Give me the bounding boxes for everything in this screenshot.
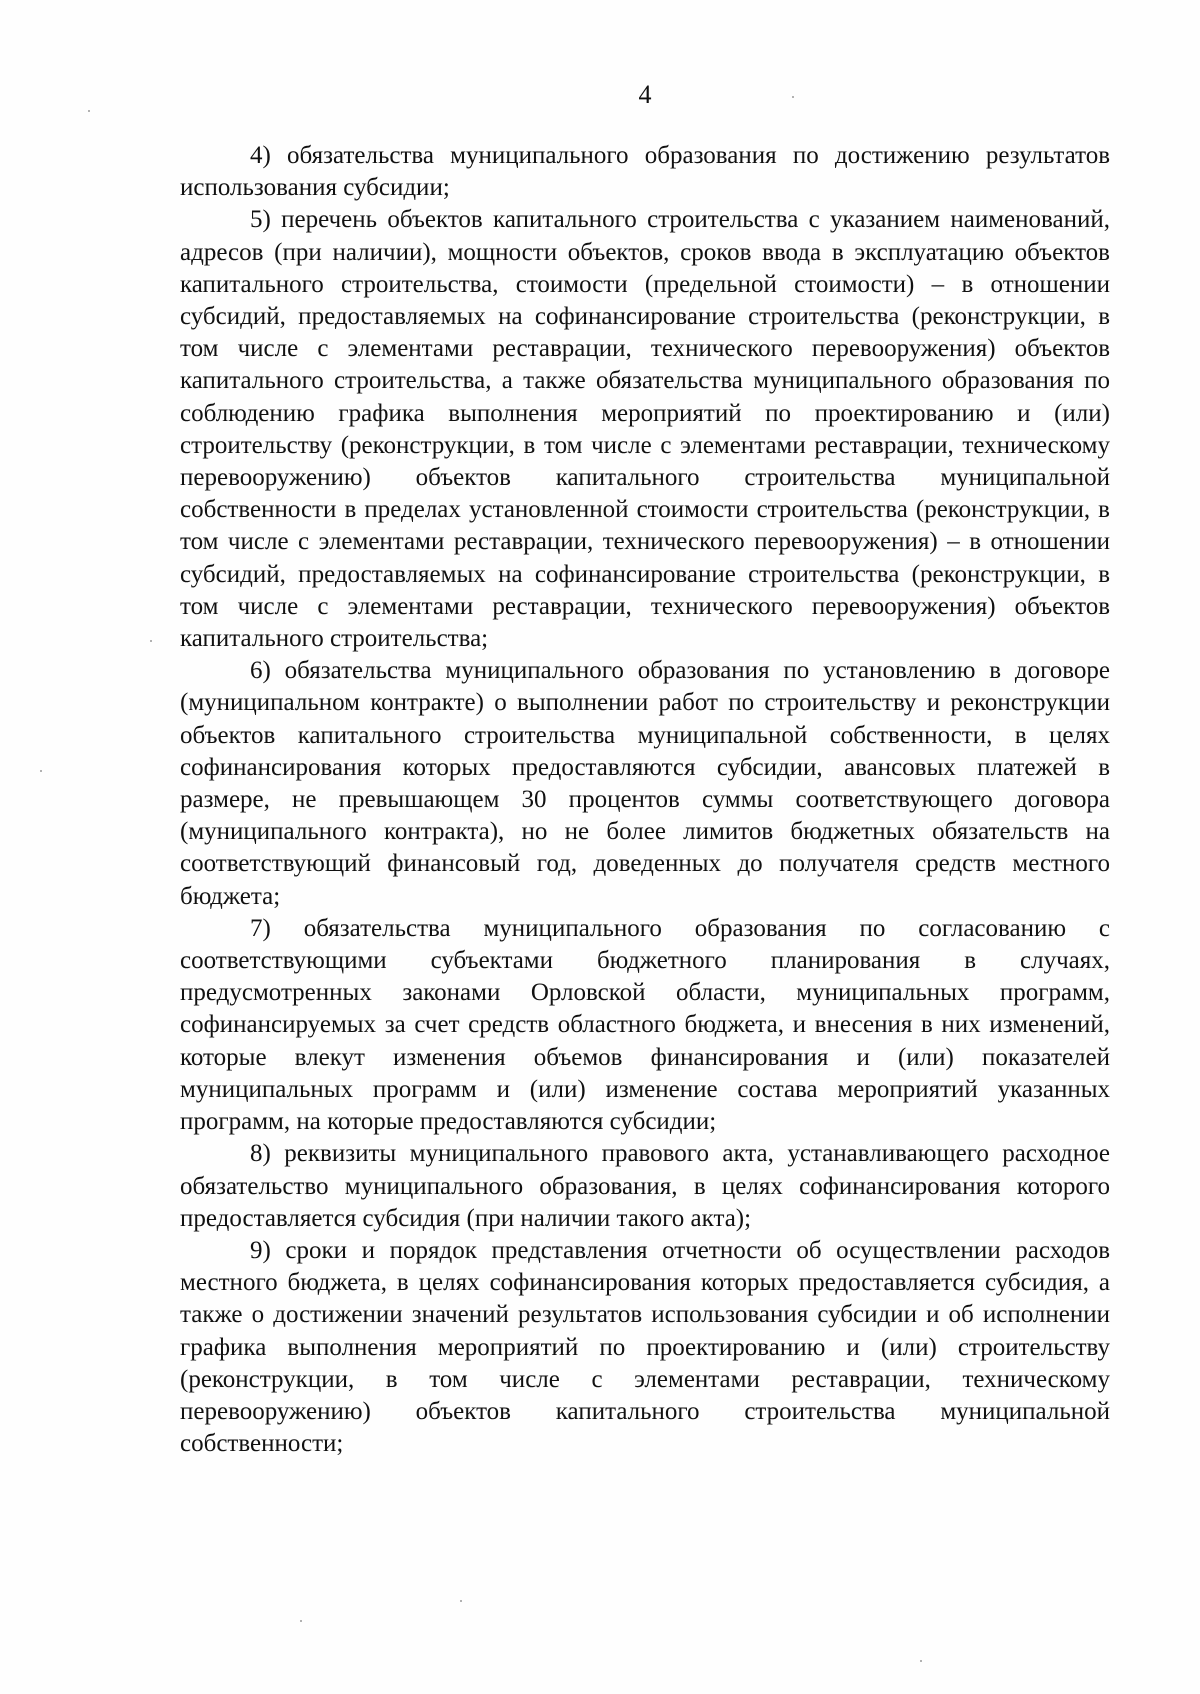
paragraph-item-7: 7) обязательства муниципального образования по согласованию с соответствующими субъектами бюджетного планирования в случаях, предусмотренных законами Орловской области, муниципальных программ, софинансируемых за счет средств областного бюджета, и внесения в них изменений, которые влекут изменения объемов финансирования и (или) показателей муниципальных программ и (или) изменение состава мероприятий указанных программ, на которые предоставляются субсидии;	[180, 914, 1110, 1136]
scan-speck	[150, 640, 152, 642]
paragraph-item-9: 9) сроки и порядок представления отчетности об осуществлении расходов местного бюджета, в целях софинансирования которых предоставляется субсидия, а также о достижении значений результатов использования субсидии и об исполнении графика выполнения мероприятий по проектированию и (или) строительству (реконструкции, в том числе с элементами реставрации, техническому перевооружению) объектов капитального строительства муниципальной собственности;	[180, 1236, 1110, 1458]
scan-speck	[460, 1600, 462, 1602]
paragraph-item-4: 4) обязательства муниципального образования по достижению результатов использования субсидии;	[180, 142, 1110, 202]
scan-speck	[920, 1660, 922, 1662]
scan-speck	[88, 110, 90, 112]
document-body	[180, 140, 1110, 1460]
page-number: 4	[638, 80, 652, 109]
paragraph-item-6: 6) обязательства муниципального образования по установлению в договоре (муниципальном контракте) о выполнении работ по строительству и реконструкции объектов капитального строительства муниципальной собственности, в целях софинансирования которых предоставляются субсидии, авансовых платежей в размере, не превышающем 30 процентов суммы соответствующего договора (муниципального контракта), но не более лимитов бюджетных обязательств на соответствующий финансовый год, доведенных до получателя средств местного бюджета;	[180, 657, 1110, 910]
paragraph-item-5: 5) перечень объектов капитального строительства с указанием наименований, адресов (при наличии), мощности объектов, сроков ввода в эксплуатацию объектов капитального строительства, стоимости (предельной стоимости) – в отношении субсидий, предоставляемых на софинансирование строительства (реконструкции, в том числе с элементами реставрации, технического перевооружения) объектов капитального строительства, а также обязательства муниципального образования по соблюдению графика выполнения мероприятий по проектированию и (или) строительству (реконструкции, в том числе с элементами реставрации, техническому перевооружению) объектов капитального строительства муниципальной собственности в пределах установленной стоимости строительства (реконструкции, в том числе с элементами реставрации, технического перевооружения) – в отношении субсидий, предоставляемых на софинансирование строительства (реконструкции, в том числе с элементами реставрации, технического перевооружения) объектов капитального строительства;	[180, 206, 1110, 653]
scan-speck	[40, 770, 42, 772]
paragraph-item-8: 8) реквизиты муниципального правового акта, устанавливающего расходное обязательство муниципального образования, в целях софинансирования которого предоставляется субсидия (при наличии такого акта);	[180, 1140, 1110, 1232]
scan-speck	[300, 1620, 302, 1622]
scan-speck	[792, 96, 794, 98]
